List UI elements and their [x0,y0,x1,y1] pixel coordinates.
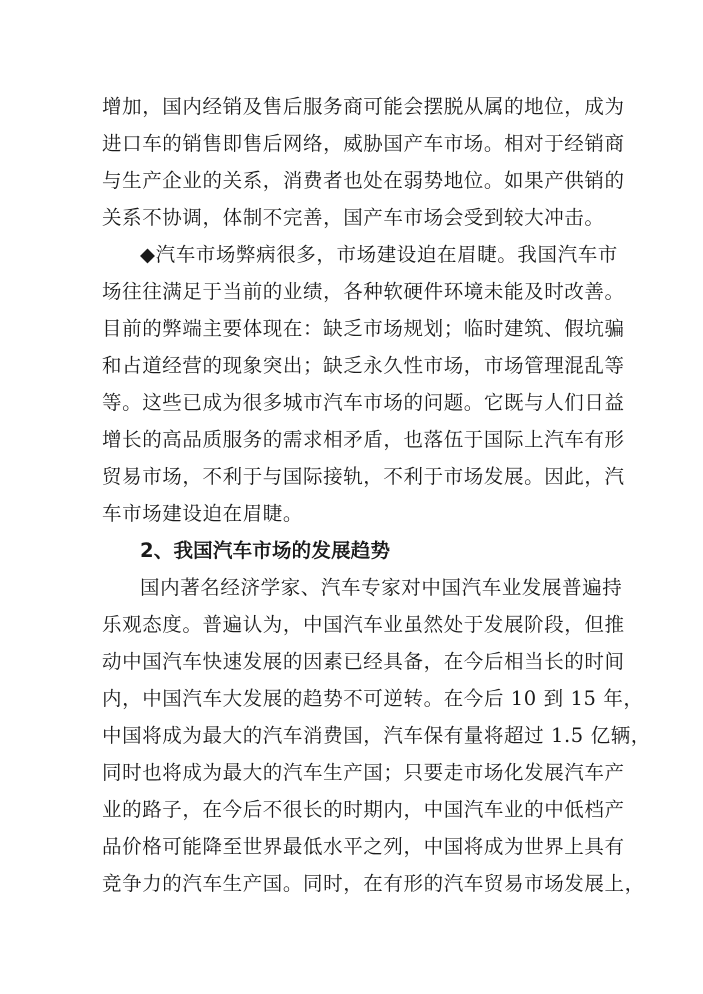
body-text-line: 和占道经营的现象突出；缺乏永久性市场，市场管理混乱等 [102,354,625,377]
body-text-line: 等。这些已成为很多城市汽车市场的问题。它既与人们日益 [102,391,625,414]
body-text-line: 增加，国内经销及售后服务商可能会摆脱从属的地位，成为 [102,95,625,118]
body-text-line: 动中国汽车快速发展的因素已经具备，在今后相当长的时间 [102,650,625,673]
body-text-line: 乐观态度。普遍认为，中国汽车业虽然处于发展阶段，但推 [102,613,625,636]
body-text-line: 目前的弊端主要体现在：缺乏市场规划；临时建筑、假坑骗 [102,317,625,340]
body-text-line: 与生产企业的关系，消费者也处在弱势地位。如果产供销的 [102,169,625,192]
body-text-line: 场往往满足于当前的业绩，各种软硬件环境未能及时改善。 [102,280,625,303]
body-text-line: 竞争力的汽车生产国。同时，在有形的汽车贸易市场发展上， [102,872,645,895]
body-text-line: 贸易市场，不利于与国际接轨，不利于市场发展。因此，汽 [102,465,625,488]
section-heading: 2、我国汽车市场的发展趋势 [140,539,391,562]
body-text-line: 同时也将成为最大的汽车生产国；只要走市场化发展汽车产 [102,761,625,784]
body-text-line: 关系不协调，体制不完善，国产车市场会受到较大冲击。 [102,206,605,229]
paragraph-start: 国内著名经济学家、汽车专家对中国汽车业发展普遍持 [140,576,623,599]
body-text-line: 中国将成为最大的汽车消费国，汽车保有量将超过 1.5 亿辆， [102,724,651,747]
body-text-line: 内，中国汽车大发展的趋势不可逆转。在今后 10 到 15 年， [102,687,644,710]
body-text-line: 品价格可能降至世界最低水平之列，中国将成为世界上具有 [102,835,625,858]
body-text-line: 进口车的销售即售后网络，威胁国产车市场。相对于经销商 [102,132,625,155]
body-text-line: 车市场建设迫在眉睫。 [102,502,304,525]
bullet-paragraph-start: ◆汽车市场弊病很多，市场建设迫在眉睫。我国汽车市 [140,243,618,266]
body-text-line: 业的路子，在今后不很长的时期内，中国汽车业的中低档产 [102,798,625,821]
body-text-line: 增长的高品质服务的需求相矛盾，也落伍于国际上汽车有形 [102,428,625,451]
